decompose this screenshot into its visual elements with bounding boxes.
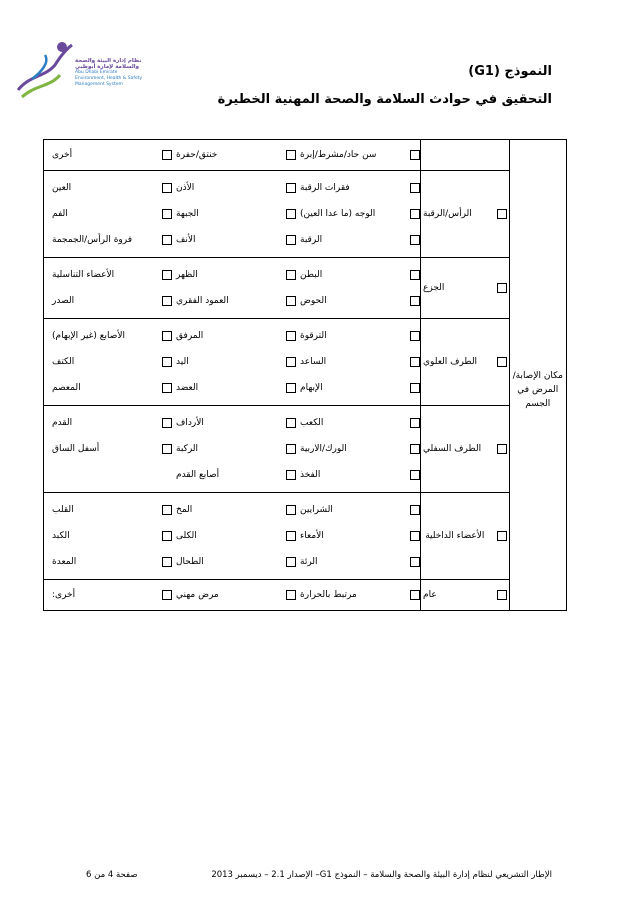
table-row <box>44 406 567 493</box>
item-label: اليد <box>176 357 189 367</box>
checkbox-item[interactable] <box>48 227 172 253</box>
site-label-cell <box>509 171 566 611</box>
checkbox-item[interactable] <box>48 201 172 227</box>
category-label: الجزع <box>423 283 445 293</box>
checkbox-item[interactable] <box>172 262 296 288</box>
category-cell <box>421 580 510 611</box>
checkbox[interactable] <box>162 296 172 306</box>
item-label: الرئة <box>300 557 318 567</box>
checkbox-item[interactable] <box>48 523 172 549</box>
item-label: العين <box>52 183 72 193</box>
category-cell <box>421 171 510 258</box>
checkbox[interactable] <box>410 444 420 454</box>
checkbox-item[interactable] <box>296 349 420 375</box>
checkbox[interactable] <box>162 209 172 219</box>
item-label: أخرى <box>52 150 73 160</box>
checkbox[interactable] <box>162 270 172 280</box>
body-part-table <box>43 139 567 611</box>
checkbox[interactable] <box>410 183 420 193</box>
checkbox-item[interactable] <box>172 523 296 549</box>
checkbox-item[interactable] <box>48 410 172 436</box>
items-cell <box>44 493 421 580</box>
checkbox-item[interactable] <box>296 323 420 349</box>
checkbox-item[interactable] <box>48 288 172 314</box>
checkbox[interactable] <box>286 357 296 367</box>
item-label: المرفق <box>176 331 204 341</box>
item-label: البطن <box>300 270 323 280</box>
checkbox[interactable] <box>497 590 507 600</box>
category-label: الرأس/الرقبة <box>423 209 472 219</box>
category-cell <box>421 258 510 319</box>
category-label: عام <box>423 590 437 600</box>
checkbox[interactable] <box>410 150 420 160</box>
category-cell <box>421 406 510 493</box>
checkbox-item[interactable] <box>48 349 172 375</box>
item-label: الشرايين <box>300 505 333 515</box>
item-label: فقرات الرقبة <box>300 183 350 193</box>
category-cell <box>421 493 510 580</box>
checkbox[interactable] <box>162 235 172 245</box>
checkbox[interactable] <box>410 270 420 280</box>
checkbox-item[interactable] <box>296 288 420 314</box>
logo-text-ar: نظام إدارة البيئة والصحة والسلامة لإمارة أبوظبي <box>75 58 142 70</box>
item-label: الكلى <box>176 531 197 541</box>
checkbox[interactable] <box>410 235 420 245</box>
item-label: أسفل الساق <box>52 444 100 454</box>
category-cell <box>421 319 510 406</box>
checkbox-item[interactable] <box>172 436 296 462</box>
checkbox[interactable] <box>410 383 420 393</box>
checkbox[interactable] <box>162 557 172 567</box>
checkbox[interactable] <box>410 531 420 541</box>
item-label: الورك/الاربية <box>300 444 347 454</box>
item-label: الكبد <box>52 531 70 541</box>
site-label-cell <box>509 140 566 171</box>
checkbox-item[interactable] <box>172 497 296 523</box>
checkbox-item[interactable] <box>48 323 172 349</box>
items-cell <box>44 319 421 406</box>
checkbox[interactable] <box>410 296 420 306</box>
checkbox-item[interactable] <box>48 262 172 288</box>
item-label: الترقوة <box>300 331 327 341</box>
items-cell <box>44 171 421 258</box>
item-label: الوجه (ما عدا العين) <box>300 209 376 219</box>
checkbox[interactable] <box>162 183 172 193</box>
checkbox[interactable] <box>497 283 507 293</box>
checkbox-item[interactable] <box>296 262 420 288</box>
checkbox[interactable] <box>497 444 507 454</box>
checkbox[interactable] <box>162 531 172 541</box>
item-label: الرقبة <box>300 235 323 245</box>
checkbox[interactable] <box>162 357 172 367</box>
logo-text-en: Abu Dhabi Emirate Environment, Health & Safety Management System <box>75 70 143 87</box>
checkbox[interactable] <box>286 557 296 567</box>
checkbox[interactable] <box>286 470 296 480</box>
table-row <box>44 493 567 580</box>
checkbox-item[interactable] <box>172 349 296 375</box>
checkbox[interactable] <box>286 150 296 160</box>
checkbox[interactable] <box>286 590 296 600</box>
checkbox[interactable] <box>497 357 507 367</box>
checkbox[interactable] <box>286 209 296 219</box>
item-label: الساعد <box>300 357 327 367</box>
item-label: مرتبط بالحرارة <box>300 590 357 600</box>
checkbox-item[interactable] <box>296 462 420 488</box>
checkbox-item[interactable] <box>48 142 172 168</box>
checkbox-item[interactable] <box>172 227 296 253</box>
item-label: الأذن <box>176 183 195 193</box>
checkbox[interactable] <box>410 331 420 341</box>
checkbox-item[interactable] <box>172 201 296 227</box>
checkbox-item[interactable] <box>296 497 420 523</box>
checkbox-item[interactable] <box>296 142 420 168</box>
table-row <box>44 258 567 319</box>
item-label: الكعب <box>300 418 324 428</box>
item-label: العمود الفقري <box>176 296 229 306</box>
item-label: القلب <box>52 505 74 515</box>
items-cell <box>44 580 421 611</box>
checkbox[interactable] <box>162 590 172 600</box>
item-label: فروة الرأس/الجمجمة <box>52 235 133 245</box>
category-cell <box>421 140 510 171</box>
item-label: العضد <box>176 383 199 393</box>
checkbox-item[interactable] <box>296 523 420 549</box>
checkbox[interactable] <box>410 470 420 480</box>
checkbox[interactable] <box>286 296 296 306</box>
checkbox-item[interactable] <box>296 375 420 401</box>
checkbox-item[interactable] <box>172 549 296 575</box>
checkbox-item[interactable] <box>48 549 172 575</box>
item-label: خنتق/حفرة <box>176 150 218 160</box>
checkbox[interactable] <box>410 357 420 367</box>
items-cell <box>44 140 421 171</box>
checkbox-item[interactable] <box>48 375 172 401</box>
item-label: الأمعاء <box>300 531 324 541</box>
checkbox[interactable] <box>410 209 420 219</box>
empty-slot <box>48 462 172 488</box>
page-title: التحقيق في حوادث السلامة والصحة المهنية الخطيرة <box>217 92 552 107</box>
checkbox[interactable] <box>162 383 172 393</box>
checkbox[interactable] <box>286 270 296 280</box>
checkbox[interactable] <box>286 235 296 245</box>
checkbox-item[interactable] <box>172 142 296 168</box>
checkbox-item[interactable] <box>172 175 296 201</box>
footer-text: الإطار التشريعي لنظام إدارة البيئة والصحة والسلامة – النموذج G1– الإصدار 2.1 – ديسمبر 2013 <box>211 870 552 880</box>
item-label: الكتف <box>52 357 75 367</box>
checkbox-item[interactable] <box>48 497 172 523</box>
checkbox-item[interactable] <box>172 375 296 401</box>
checkbox[interactable] <box>286 505 296 515</box>
items-cell <box>44 258 421 319</box>
checkbox[interactable] <box>162 444 172 454</box>
checkbox-item[interactable] <box>172 288 296 314</box>
checkbox[interactable] <box>286 383 296 393</box>
checkbox[interactable] <box>410 557 420 567</box>
category-label: الطرف السفلي <box>423 444 482 454</box>
checkbox[interactable] <box>286 418 296 428</box>
item-label: سن حاد/مشرط/إبرة <box>300 150 377 160</box>
item-label: المعصم <box>52 383 81 393</box>
checkbox[interactable] <box>286 183 296 193</box>
items-cell <box>44 406 421 493</box>
table-row <box>44 319 567 406</box>
site-label: مكان الإصابة/ المرض في الجسم <box>512 371 563 410</box>
checkbox-item[interactable] <box>48 436 172 462</box>
logo-text <box>75 58 145 88</box>
item-label: الطحال <box>176 557 204 567</box>
checkbox[interactable] <box>162 331 172 341</box>
checkbox-item[interactable] <box>172 582 296 608</box>
checkbox[interactable] <box>286 331 296 341</box>
checkbox-item[interactable] <box>296 549 420 575</box>
item-label: أخرى: <box>52 590 76 600</box>
item-label: الأرداف <box>176 418 204 428</box>
checkbox[interactable] <box>162 150 172 160</box>
checkbox-item[interactable] <box>172 462 296 488</box>
checkbox[interactable] <box>410 590 420 600</box>
item-label: الظهر <box>176 270 198 280</box>
checkbox-item[interactable] <box>296 227 420 253</box>
checkbox-item[interactable] <box>296 201 420 227</box>
checkbox-item[interactable] <box>172 410 296 436</box>
item-label: الحوض <box>300 296 327 306</box>
checkbox-item[interactable] <box>296 175 420 201</box>
item-label: القدم <box>52 418 73 428</box>
table-row <box>44 171 567 258</box>
checkbox[interactable] <box>410 505 420 515</box>
category-label: الطرف العلوي <box>423 357 478 367</box>
checkbox[interactable] <box>286 531 296 541</box>
page-number: صفحة 4 من 6 <box>86 870 138 880</box>
category-label: الأعضاء الداخلية <box>425 531 485 541</box>
item-label: الفم <box>52 209 68 219</box>
item-label: المعدة <box>52 557 77 567</box>
item-label: الصدر <box>52 296 75 306</box>
checkbox[interactable] <box>162 505 172 515</box>
item-label: الأصابع (غير الإبهام) <box>52 331 126 341</box>
item-label: الأنف <box>176 235 196 245</box>
item-label: الجبهة <box>176 209 199 219</box>
item-label: المخ <box>176 505 193 515</box>
checkbox[interactable] <box>497 531 507 541</box>
item-label: الإبهام <box>300 383 323 393</box>
item-label: مرض مهني <box>176 590 219 600</box>
checkbox-item[interactable] <box>48 582 172 608</box>
checkbox[interactable] <box>286 444 296 454</box>
checkbox-item[interactable] <box>296 582 420 608</box>
checkbox-item[interactable] <box>296 410 420 436</box>
item-label: الركبة <box>176 444 199 454</box>
table-row <box>44 580 567 611</box>
table-row <box>44 140 567 171</box>
item-label: الفخذ <box>300 470 321 480</box>
item-label: الأعضاء التناسلية <box>52 270 115 280</box>
checkbox-item[interactable] <box>48 175 172 201</box>
form-code: النموذج (G1) <box>468 64 552 79</box>
checkbox[interactable] <box>410 418 420 428</box>
checkbox[interactable] <box>162 418 172 428</box>
checkbox-item[interactable] <box>296 436 420 462</box>
checkbox[interactable] <box>497 209 507 219</box>
item-label: أصابع القدم <box>176 470 220 480</box>
checkbox-item[interactable] <box>172 323 296 349</box>
